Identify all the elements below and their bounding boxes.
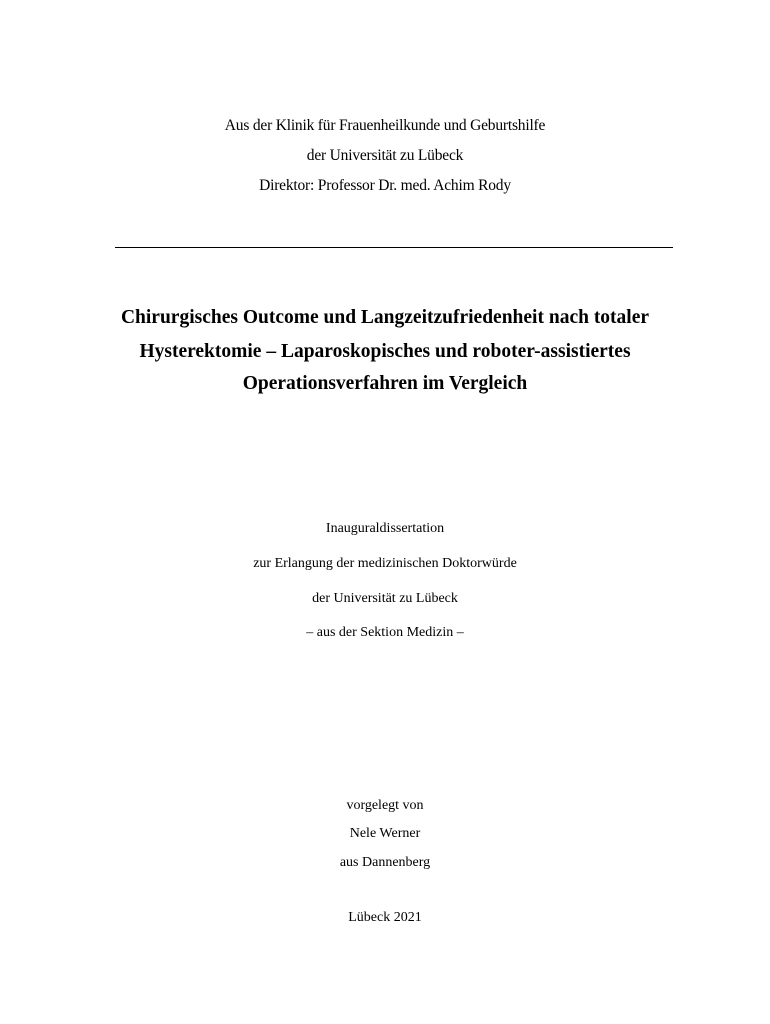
dissertation-university: der Universität zu Lübeck (312, 591, 458, 606)
place-and-year: Lübeck 2021 (348, 910, 422, 925)
university-name: der Universität zu Lübeck (306, 147, 464, 164)
horizontal-separator (115, 247, 673, 248)
presented-by-label: vorgelegt von (346, 798, 424, 813)
thesis-title-line-2: Hysterektomie – Laparoskopisches und roboter-assistiertes (139, 341, 631, 362)
dissertation-type: Inauguraldissertation (325, 521, 445, 536)
dissertation-purpose: zur Erlangung der medizinischen Doktorwürde (253, 556, 517, 571)
author-origin: aus Dannenberg (339, 855, 431, 870)
dissertation-section: – aus der Sektion Medizin – (306, 625, 464, 640)
author-name: Nele Werner (349, 826, 421, 841)
clinic-name: Aus der Klinik für Frauenheilkunde und Geburtshilfe (224, 117, 546, 134)
thesis-title-line-1: Chirurgisches Outcome und Langzeitzufriedenheit nach totaler (120, 307, 650, 328)
thesis-title-line-3: Operationsverfahren im Vergleich (242, 373, 528, 394)
director-name: Direktor: Professor Dr. med. Achim Rody (259, 177, 511, 194)
